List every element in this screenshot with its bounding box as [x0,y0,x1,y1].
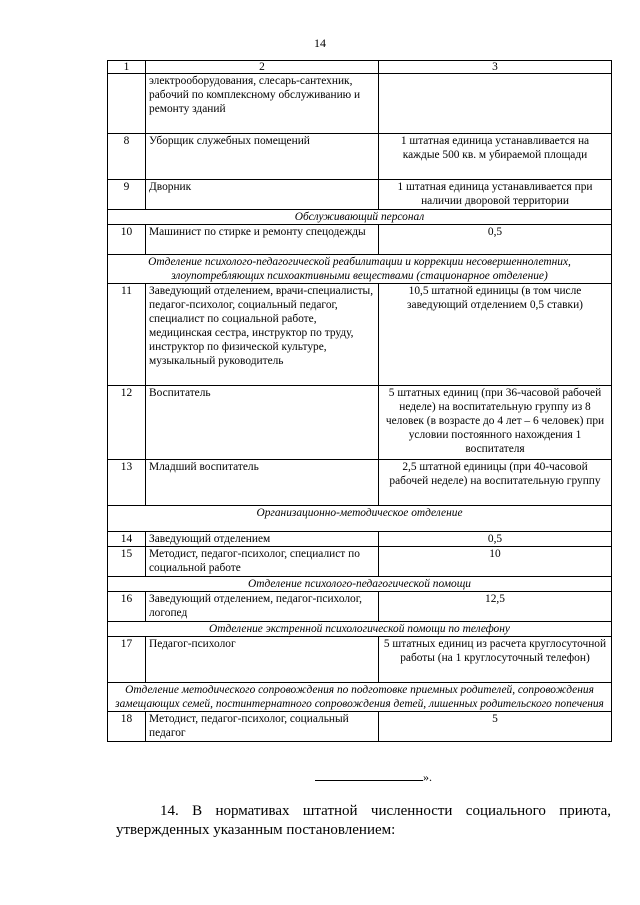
closing-quote: ». [423,770,432,784]
position-cell: Заведующий отделением, педагог-психолог, логопед [146,592,379,622]
position-cell: Уборщик служебных помещений [146,134,379,180]
page-number: 14 [314,36,326,50]
section-title: Отделение психолого-педагогической реабилитации и коррекции несовершеннолетних, злоупотребляющих психоактивными веществами (стационарное отделение) [108,255,612,284]
norm-cell: 5 [379,712,612,742]
table-row [108,386,612,460]
row-number: 8 [108,134,146,180]
table-row [108,592,612,622]
norm-cell: 5 штатных единиц (при 36-часовой рабочей неделе) на воспитательную группу из 8 человек (в возрасте до 4 лет – 6 человек) при условии постоянного нахождения 1 воспитателя [379,386,612,460]
staffing-table [107,60,612,742]
norm-cell: 1 штатная единица устанавливается на каждые 500 кв. м убираемой площади [379,134,612,180]
section-title: Отделение экстренной психологической помощи по телефону [108,622,612,637]
closing-mark [315,770,432,785]
row-number: 16 [108,592,146,622]
norm-cell: 1 штатная единица устанавливается при наличии дворовой территории [379,180,612,210]
table-row [108,637,612,683]
table-row [108,180,612,210]
table-row [108,225,612,255]
row-number: 10 [108,225,146,255]
position-cell: Заведующий отделением, врачи-специалисты, педагог-психолог, социальный педагог, специалист по социальной работе, медицинская сестра, инструктор по труду, инструктор по физической культуре, музыкальный руководитель [146,284,379,386]
table-row [108,547,612,577]
paragraph-line: утвержденных указанным постановлением: [116,822,396,838]
table-header-row [108,61,612,74]
row-number: 11 [108,284,146,386]
table-row [108,532,612,547]
section-row [108,683,612,712]
row-number: 15 [108,547,146,577]
position-cell: Педагог-психолог [146,637,379,683]
table-row [108,284,612,386]
norm-cell: 10,5 штатной единицы (в том числе заведующий отделением 0,5 ставки) [379,284,612,386]
position-cell: Методист, педагог-психолог, социальный педагог [146,712,379,742]
row-number: 12 [108,386,146,460]
norm-cell: 0,5 [379,225,612,255]
section-row [108,622,612,637]
section-row [108,577,612,592]
paragraph-line: 14. В нормативах штатной численности социального приюта, [160,803,611,819]
norm-cell [379,74,612,134]
table-row [108,134,612,180]
signature-line [315,770,423,781]
position-cell: Дворник [146,180,379,210]
row-number [108,74,146,134]
row-number: 13 [108,460,146,506]
row-number: 9 [108,180,146,210]
position-cell: Методист, педагог-психолог, специалист по социальной работе [146,547,379,577]
section-title: Отделение психолого-педагогической помощи [108,577,612,592]
table-row [108,712,612,742]
table-row [108,74,612,134]
header-cell: 2 [146,61,379,74]
row-number: 17 [108,637,146,683]
section-title: Обслуживающий персонал [108,210,612,225]
position-cell: Машинист по стирке и ремонту спецодежды [146,225,379,255]
norm-cell: 12,5 [379,592,612,622]
section-row [108,506,612,532]
paragraph-14 [116,802,611,840]
norm-cell: 10 [379,547,612,577]
row-number: 14 [108,532,146,547]
norm-cell: 2,5 штатной единицы (при 40-часовой рабочей неделе) на воспитательную группу [379,460,612,506]
position-cell: Заведующий отделением [146,532,379,547]
position-cell: Младший воспитатель [146,460,379,506]
norm-cell: 5 штатных единиц из расчета круглосуточной работы (на 1 круглосуточный телефон) [379,637,612,683]
section-row [108,210,612,225]
section-row [108,255,612,284]
header-cell: 3 [379,61,612,74]
position-cell: Воспитатель [146,386,379,460]
header-cell: 1 [108,61,146,74]
row-number: 18 [108,712,146,742]
section-title: Организационно-методическое отделение [108,506,612,532]
table-row [108,460,612,506]
section-title: Отделение методического сопровождения по подготовке приемных родителей, сопровождения замещающих семей, постинтернатного сопровождения детей, лишенных родительского попечения [108,683,612,712]
norm-cell: 0,5 [379,532,612,547]
position-cell: электрооборудования, слесарь-сантехник, рабочий по комплексному обслуживанию и ремонту зданий [146,74,379,134]
